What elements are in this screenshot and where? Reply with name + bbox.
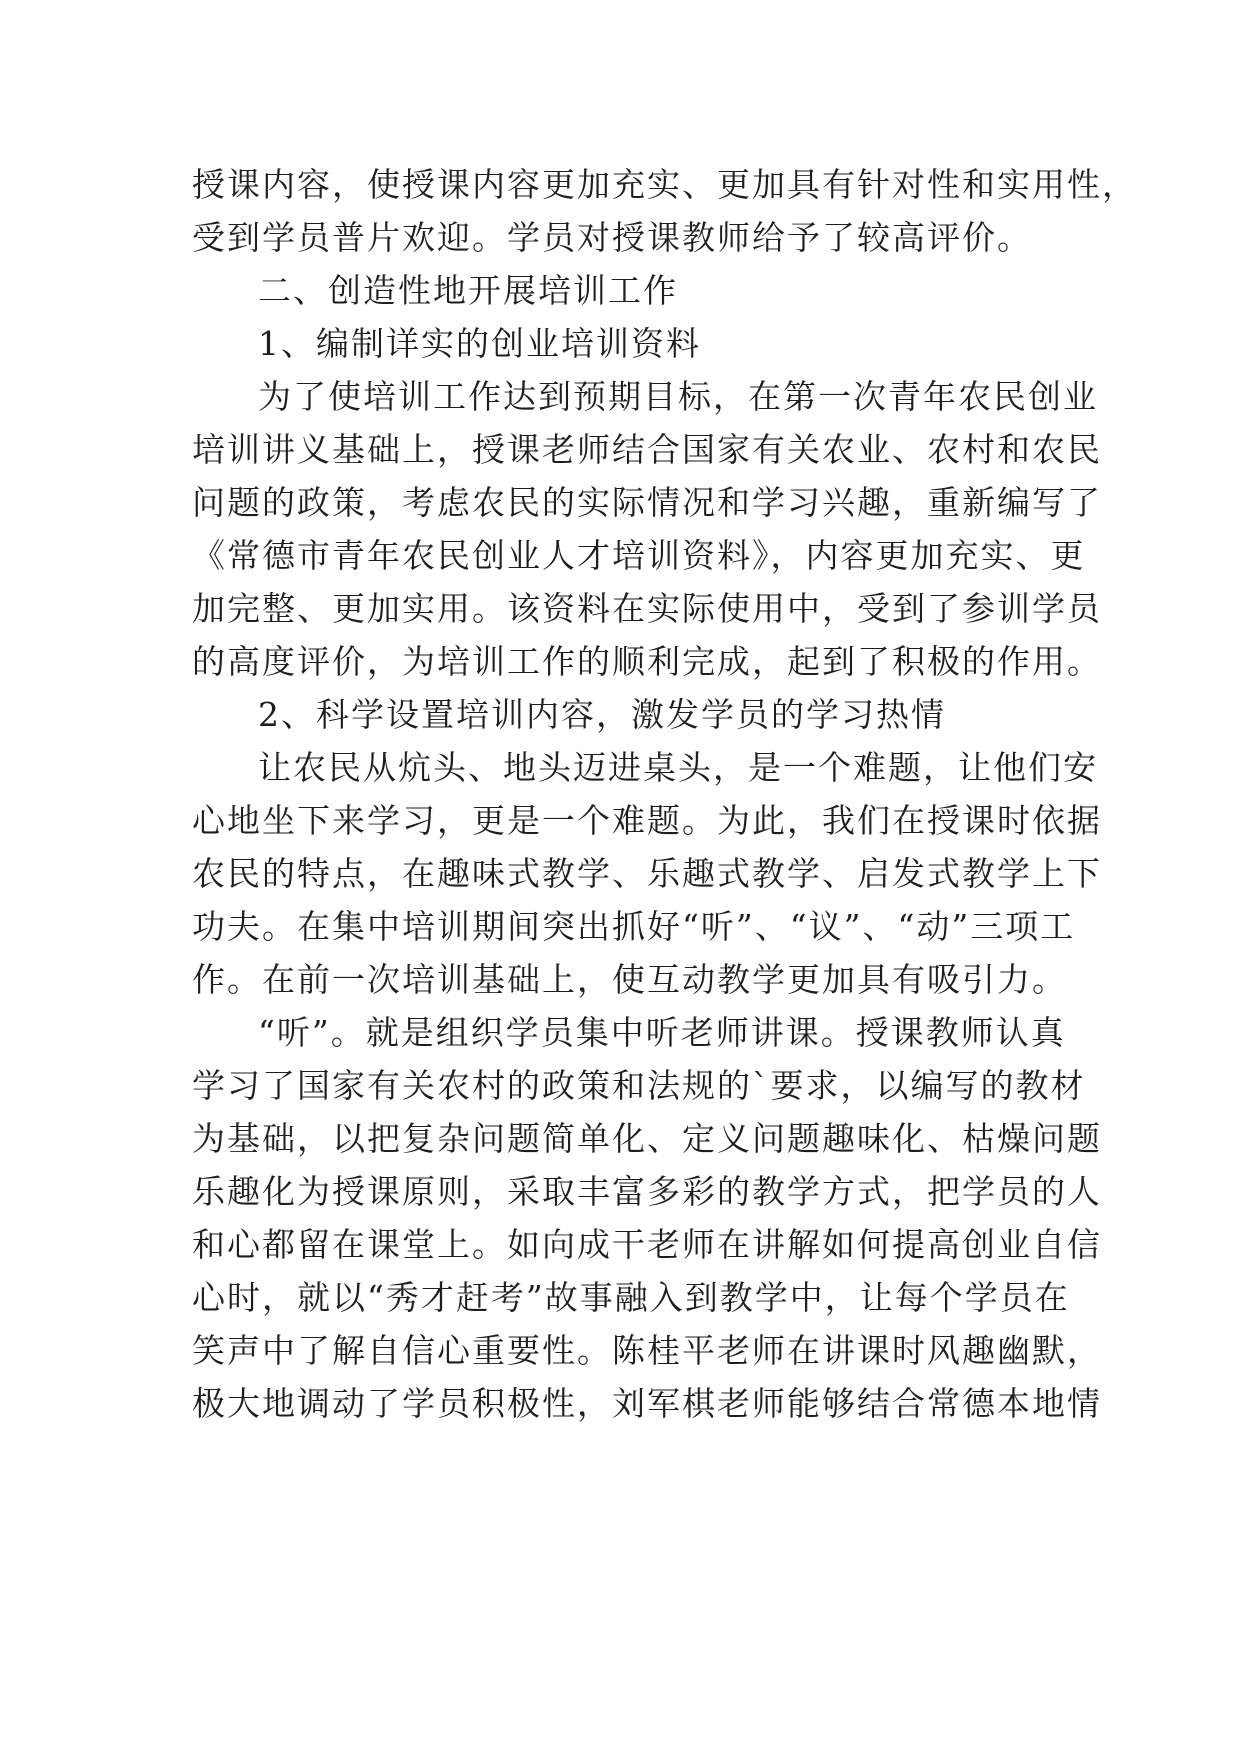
text-line: 农民的特点，在趣味式教学、乐趣式教学、启发式教学上下 xyxy=(192,854,1102,893)
text-line: 极大地调动了学员积极性，刘军棋老师能够结合常德本地情 xyxy=(192,1384,1102,1423)
text-line: 的高度评价，为培训工作的顺利完成，起到了积极的作用。 xyxy=(192,642,1102,681)
text-line: 问题的政策，考虑农民的实际情况和学习兴趣，重新编写了 xyxy=(192,483,1102,522)
text-line: 为基础，以把复杂问题简单化、定义问题趣味化、枯燥问题 xyxy=(192,1119,1102,1158)
document-body xyxy=(192,158,1137,1430)
text-line: 和心都留在课堂上。如向成干老师在讲解如何提高创业自信 xyxy=(192,1225,1102,1264)
subsection-heading: 1、编制详实的创业培训资料 xyxy=(258,324,701,363)
text-line: 笑声中了解自信心重要性。陈桂平老师在讲课时风趣幽默， xyxy=(192,1331,1102,1370)
text-line: 加完整、更加实用。该资料在实际使用中，受到了参训学员 xyxy=(192,589,1102,628)
subsection-heading: 2、科学设置培训内容，激发学员的学习热情 xyxy=(258,695,946,734)
text-line: 受到学员普片欢迎。学员对授课教师给予了较高评价。 xyxy=(192,218,1032,257)
text-line: 心时，就以“秀才赶考”故事融入到教学中，让每个学员在 xyxy=(192,1278,1070,1317)
text-line: 学习了国家有关农村的政策和法规的`要求，以编写的教材 xyxy=(192,1066,1086,1105)
paragraph-start: 让农民从炕头、地头迈进桌头，是一个难题，让他们安 xyxy=(258,748,1098,787)
text-line: 功夫。在集中培训期间突出抓好“听”、“议”、“动”三项工 xyxy=(192,907,1076,946)
paragraph-start: “听”。就是组织学员集中听老师讲课。授课教师认真 xyxy=(258,1013,1066,1052)
paragraph-start: 为了使培训工作达到预期目标，在第一次青年农民创业 xyxy=(258,377,1098,416)
text-line: 培训讲义基础上，授课老师结合国家有关农业、农村和农民 xyxy=(192,430,1102,469)
text-line: 授课内容，使授课内容更加充实、更加具有针对性和实用性， xyxy=(192,165,1137,204)
text-line: 乐趣化为授课原则，采取丰富多彩的教学方式，把学员的人 xyxy=(192,1172,1102,1211)
section-heading: 二、创造性地开展培训工作 xyxy=(258,271,678,310)
text-line: 作。在前一次培训基础上，使互动教学更加具有吸引力。 xyxy=(192,960,1067,999)
text-line: 心地坐下来学习，更是一个难题。为此，我们在授课时依据 xyxy=(192,801,1102,840)
text-line: 《常德市青年农民创业人才培训资料》，内容更加充实、更 xyxy=(192,536,1086,575)
